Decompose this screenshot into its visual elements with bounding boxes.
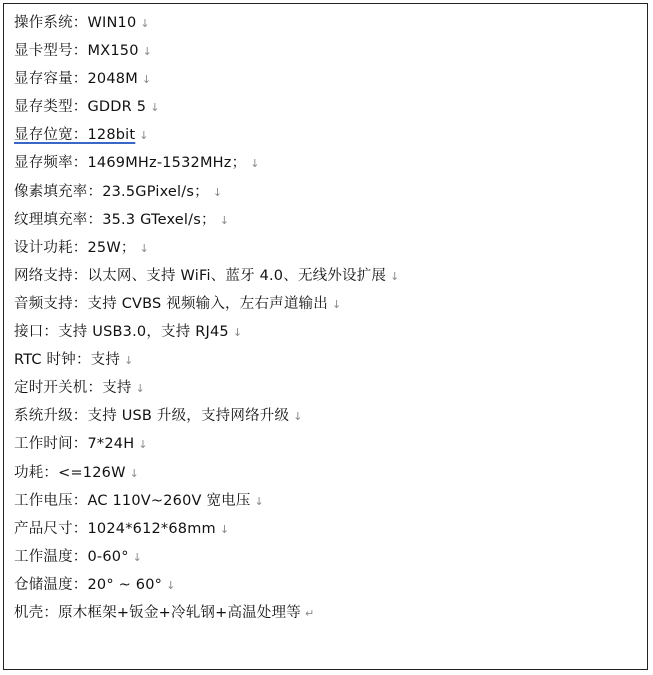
line-break-mark: ↓ <box>219 213 230 227</box>
spec-line-text: 显存位宽：128bit <box>14 127 136 144</box>
spec-line-system-upgrade <box>14 402 400 430</box>
paragraph-end-mark: ↵ <box>304 606 315 620</box>
spec-line-text: 网络支持：以太网、支持 WiFi、蓝牙 4.0、无线外设扩展 <box>14 267 387 284</box>
line-break-mark: ↓ <box>150 101 160 115</box>
line-break-mark: ↓ <box>129 466 140 480</box>
spec-line-text: 显卡型号：MX150 <box>14 43 139 60</box>
spec-line-text: 音频支持：支持 CVBS 视频输入，左右声道输出 <box>14 295 328 312</box>
line-break-mark: ↓ <box>293 410 303 424</box>
spec-line-pixel-fillrate <box>14 178 400 206</box>
spec-line-text: 操作系统：WIN10 <box>14 15 137 31</box>
spec-line-network <box>14 262 400 290</box>
line-break-mark: ↓ <box>166 578 176 592</box>
line-break-mark: ↓ <box>138 438 148 452</box>
line-break-mark: ↓ <box>139 241 150 255</box>
spec-line-text: 仓储温度：20° ~ 60° <box>14 576 163 593</box>
line-break-mark: ↓ <box>132 550 143 564</box>
spec-line-operating-temp <box>14 543 400 571</box>
line-break-mark: ↓ <box>331 297 342 311</box>
spec-line-enclosure <box>14 599 400 627</box>
spec-list <box>14 9 400 627</box>
line-break-mark: ↓ <box>390 269 400 283</box>
spec-line-text: 工作时间：7*24H <box>14 436 135 453</box>
line-break-mark: ↓ <box>139 129 149 143</box>
spec-line-text: RTC 时钟：支持 <box>14 352 121 369</box>
spec-line-voltage <box>14 487 400 515</box>
spec-line-os <box>14 9 400 37</box>
spec-line-text: 功耗：<=126W <box>14 464 126 481</box>
line-break-mark: ↓ <box>254 494 264 508</box>
spec-line-text: 显存容量：2048M <box>14 71 138 88</box>
spec-line-text: 显存类型：GDDR 5 <box>14 99 147 116</box>
spec-line-text: 像素填充率：23.5GPixel/s； <box>14 183 209 200</box>
line-break-mark: ↓ <box>212 185 223 199</box>
spec-line-text: 接口：支持 USB3.0，支持 RJ45 <box>14 324 229 341</box>
spec-line-audio <box>14 290 400 318</box>
line-break-mark: ↓ <box>124 354 134 368</box>
spec-line-text: 定时开关机：支持 <box>14 380 132 397</box>
spec-line-text: 工作温度：0-60° <box>14 548 129 565</box>
spec-line-text: 产品尺寸：1024*612*68mm <box>14 520 216 537</box>
spec-line-text: 纹理填充率：35.3 GTexel/s； <box>14 211 216 228</box>
spec-line-texture-fillrate <box>14 206 400 234</box>
spec-line-gpu-model <box>14 37 400 65</box>
line-break-mark: ↓ <box>142 45 153 59</box>
line-break-mark: ↓ <box>135 382 146 396</box>
spec-line-vram-frequency <box>14 149 400 177</box>
spec-line-text: 工作电压：AC 110V~260V 宽电压 <box>14 492 251 509</box>
spec-line-tdp <box>14 234 400 262</box>
spec-line-dimensions <box>14 515 400 543</box>
spec-line-scheduled-power <box>14 374 400 402</box>
spec-line-rtc <box>14 346 400 374</box>
line-break-mark: ↓ <box>219 522 230 536</box>
spec-line-storage-temp <box>14 571 400 599</box>
spec-line-working-hours <box>14 430 400 458</box>
line-break-mark: ↓ <box>250 157 260 171</box>
document-frame <box>3 3 648 670</box>
spec-line-text: 设计功耗：25W； <box>14 239 136 256</box>
line-break-mark: ↓ <box>140 17 150 30</box>
spec-line-text: 系统升级：支持 USB 升级，支持网络升级 <box>14 408 290 425</box>
line-break-mark: ↓ <box>141 73 152 87</box>
line-break-mark: ↓ <box>232 326 243 340</box>
spec-line-vram-type <box>14 93 400 121</box>
spec-line-ports <box>14 318 400 346</box>
spec-line-power-consumption <box>14 459 400 487</box>
spec-line-vram-capacity <box>14 65 400 93</box>
spec-line-bus-width <box>14 121 400 149</box>
spec-line-text: 显存频率：1469MHz-1532MHz； <box>14 155 247 172</box>
spec-line-text: 机壳：原木框架+钣金+冷轧钢+高温处理等 <box>14 604 301 621</box>
